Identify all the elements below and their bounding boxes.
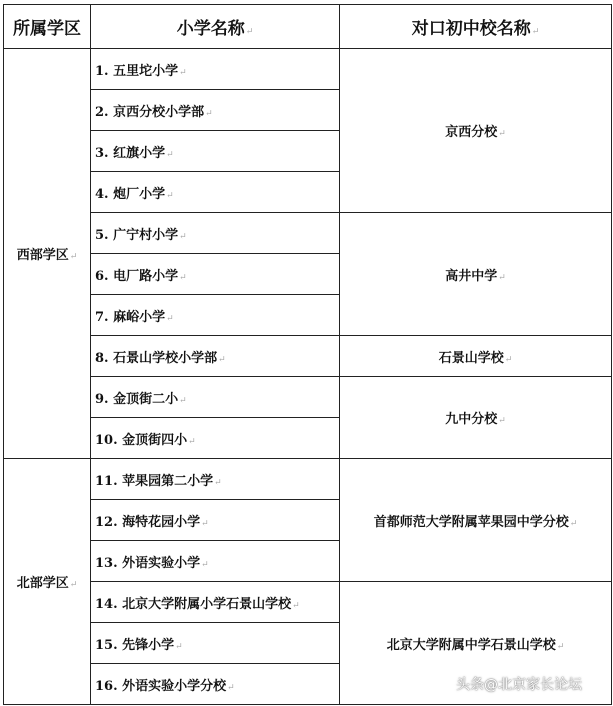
primary-school-cell: 4. 炮厂小学↵: [91, 172, 340, 213]
primary-school-cell: 8. 石景山学校小学部↵: [91, 336, 340, 377]
district-cell-north: 北部学区↵: [4, 459, 91, 705]
header-middle-school: 对口初中校名称↵: [340, 5, 612, 49]
table-row: [4, 459, 612, 500]
table-row: [4, 377, 612, 418]
header-row: [4, 5, 612, 49]
middle-school-cell: 北京大学附属中学石景山学校↵: [340, 582, 612, 705]
primary-school-cell: 11. 苹果园第二小学↵: [91, 459, 340, 500]
primary-school-cell: 13. 外语实验小学↵: [91, 541, 340, 582]
table-row: [4, 336, 612, 377]
primary-school-cell: 9. 金顶街二小↵: [91, 377, 340, 418]
watermark: 头条@北京家长论坛: [456, 677, 582, 693]
primary-school-cell: 7. 麻峪小学↵: [91, 295, 340, 336]
primary-school-cell: 15. 先锋小学↵: [91, 623, 340, 664]
header-primary-school: 小学名称↵: [91, 5, 340, 49]
primary-school-cell: 14. 北京大学附属小学石景山学校↵: [91, 582, 340, 623]
header-district: 所属学区: [4, 5, 91, 49]
table-row: [4, 213, 612, 254]
middle-school-cell: 九中分校↵: [340, 377, 612, 459]
primary-school-cell: 10. 金顶街四小↵: [91, 418, 340, 459]
district-cell-west: 西部学区↵: [4, 49, 91, 459]
primary-school-cell: 3. 红旗小学↵: [91, 131, 340, 172]
primary-school-cell: 6. 电厂路小学↵: [91, 254, 340, 295]
primary-school-cell: 2. 京西分校小学部↵: [91, 90, 340, 131]
primary-school-cell: 1. 五里坨小学↵: [91, 49, 340, 90]
middle-school-cell: 石景山学校↵: [340, 336, 612, 377]
middle-school-cell: 首都师范大学附属苹果园中学分校↵: [340, 459, 612, 582]
primary-school-cell: 16. 外语实验小学分校↵: [91, 664, 340, 705]
table-row: [4, 49, 612, 90]
middle-school-cell: 高井中学↵: [340, 213, 612, 336]
table-row: [4, 582, 612, 623]
primary-school-cell: 5. 广宁村小学↵: [91, 213, 340, 254]
primary-school-cell: 12. 海特花园小学↵: [91, 500, 340, 541]
middle-school-cell: 京西分校↵: [340, 49, 612, 213]
school-assignment-table: [3, 4, 612, 705]
